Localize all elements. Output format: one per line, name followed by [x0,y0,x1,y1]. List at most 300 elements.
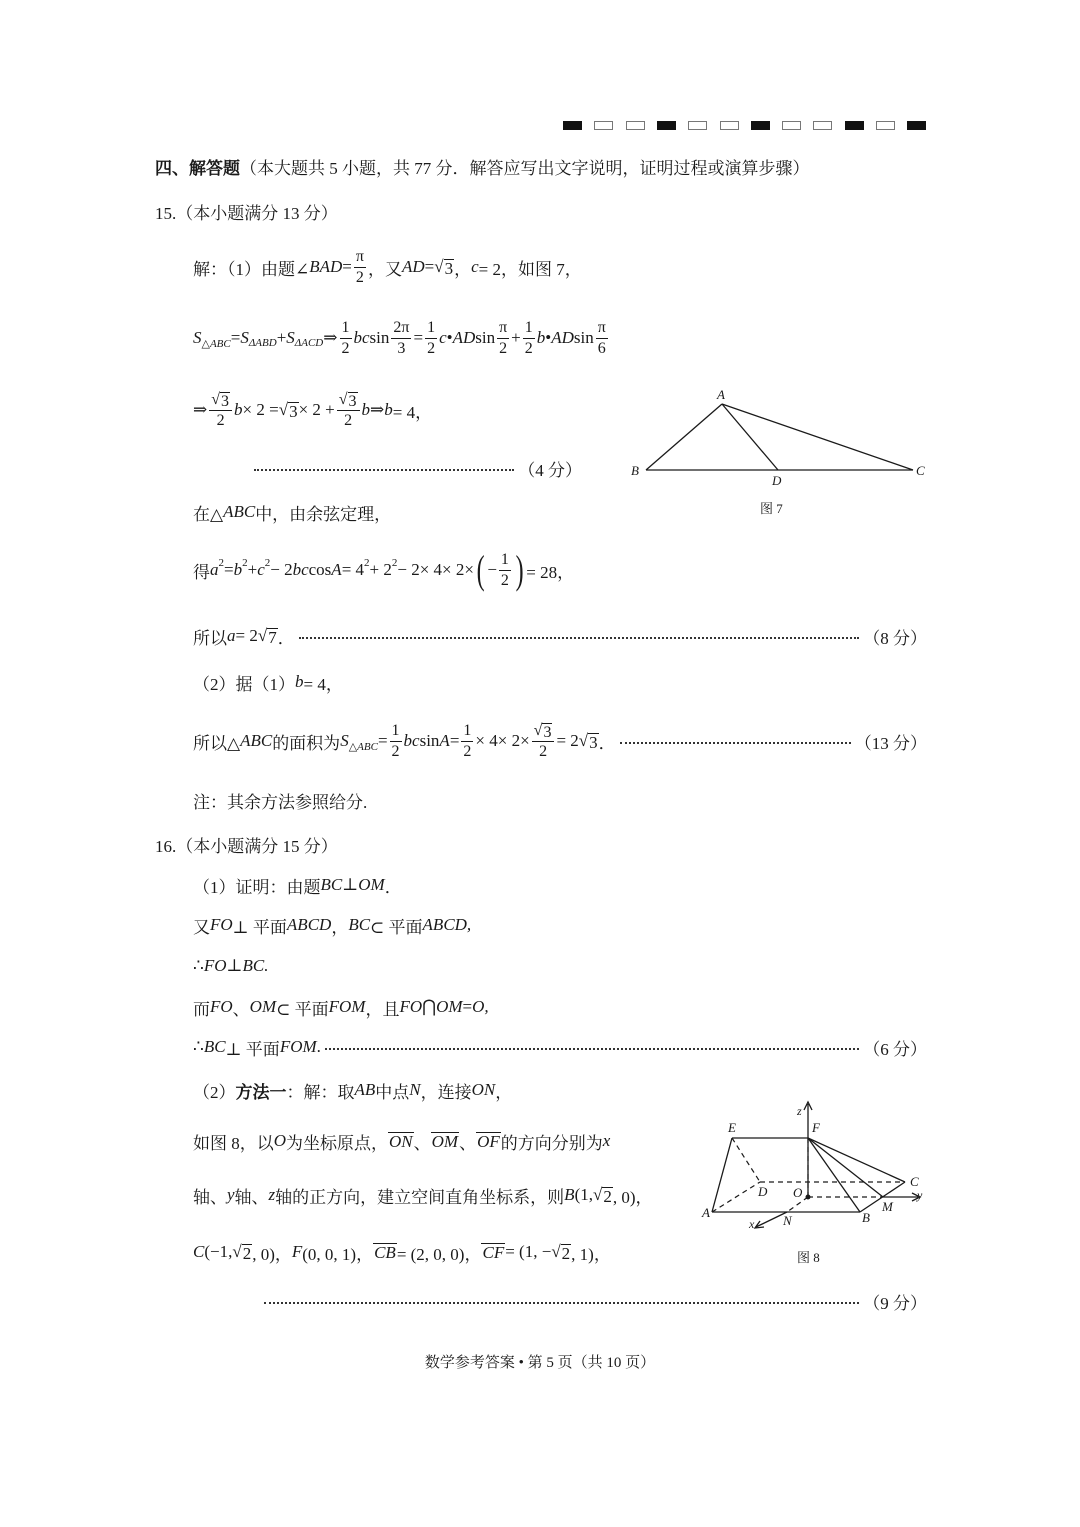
math-variable: O, [472,997,489,1016]
math-variable: B [564,1185,575,1204]
q16-line [193,1027,927,1067]
text: 2π [393,318,410,336]
text: 轴、 [234,1187,269,1207]
square-root [534,721,553,741]
fraction [391,318,411,359]
math-variable: z [268,1185,276,1204]
superscript: 2 [264,557,271,569]
filled-marker [845,121,864,130]
label-y: y [917,1188,923,1202]
denominator [354,268,366,288]
text: 的面积为 [272,733,341,753]
text: (−1, [204,1242,233,1261]
x-arrow-icon [755,1221,764,1228]
text: 1 [391,721,400,739]
numerator [354,247,366,268]
square-root [434,257,454,277]
text: （1）证明：由题 [193,877,321,897]
text: = 2 [556,731,579,750]
math-variable: b [233,560,243,579]
math-variable: ABC [240,731,273,750]
text: 2 [463,742,472,760]
text: + [511,328,521,347]
text: 中，由余弦定理， [255,504,392,524]
q16-line [193,905,471,945]
radicand: 3 [444,259,454,278]
square-root [211,390,230,410]
text: = [224,560,234,579]
radical-sign: √ [434,257,444,276]
text: （本大题共 5 小题，共 77 分．解答应写出文字说明，证明过程或演算步骤） [240,158,810,178]
math-variable: c [471,257,479,276]
score-label: （6 分） [863,1039,927,1059]
label-x: x [749,1217,755,1231]
text: 2 [355,268,364,286]
label-z: z [797,1104,802,1118]
math-variable: y [227,1185,235,1204]
text: 2 [539,742,548,760]
math-variable: x [602,1131,611,1150]
radicand: 3 [289,402,298,421]
text: 1 [463,721,472,739]
label-d: D [772,473,782,488]
label-c: C [910,1174,919,1189]
math-variable: FO [210,915,233,934]
text: 轴、 [193,1187,227,1207]
figure-8-caption: 图 8 [797,1250,820,1265]
label-a: A [702,1205,710,1220]
edge-fm [808,1138,883,1197]
radical-sign: √ [211,390,221,408]
text: 、 [459,1133,477,1153]
math-variable: AD [551,328,574,347]
text: ⊥ [226,956,243,975]
superscript: 2 [242,557,248,569]
text: ∴ [193,1037,204,1056]
score-label: （9 分） [863,1293,927,1313]
text: 中点 [375,1082,410,1102]
math-variable: ABC [223,502,256,521]
denominator [215,411,227,431]
text: − [487,560,497,579]
label-m: M [882,1199,893,1214]
text: = [449,731,460,750]
numerator [425,318,437,339]
text: ⊥ 平面 [232,917,287,937]
square-root [232,1242,252,1262]
edge-fc [808,1138,905,1182]
z-arrow-icon [804,1102,812,1110]
text: 1 [341,318,350,336]
math-variable: bc [292,560,309,579]
denominator [342,411,354,431]
text: 所以△ [193,733,241,753]
text: sin [573,328,594,347]
edge-ad [722,404,778,470]
denominator [390,742,402,762]
fraction [425,318,437,359]
denominator [425,339,437,359]
denominator [340,339,352,359]
vector: CB [374,1243,396,1262]
math-variable: ABCD [286,915,332,934]
right-paren: ) [515,547,524,592]
text: 2 [499,339,508,357]
q15-line [193,547,575,592]
text: 轴的正方向，建立空间直角坐标系，则 [275,1187,565,1207]
text: 又 [193,917,210,937]
text: (0, 0, 1)， [302,1244,374,1264]
numerator [532,721,555,742]
empty-marker [876,121,895,130]
figure-7-caption: 图 7 [760,501,783,516]
label-f: F [812,1120,820,1135]
text: = [424,257,435,276]
text: π [597,318,606,336]
numerator [340,318,352,339]
math-variable: b [295,672,304,691]
math-variable: bc [353,328,370,347]
radical-sign: √ [551,1242,561,1261]
square-root [279,400,299,420]
text: + 2 [369,560,392,579]
text: 2 [500,571,509,589]
text: = 4， [303,674,343,694]
square-root [339,390,358,410]
score-label: （13 分） [854,733,927,753]
fraction [390,721,402,762]
math-variable: AD [401,257,425,276]
edge-ad [712,1182,760,1212]
empty-marker [626,121,645,130]
q15-line [193,247,582,287]
page-footer: 数学参考答案 • 第 5 页（共 10 页） [424,1355,656,1371]
math-variable: FOM [328,997,366,1016]
math-variable: O [273,1131,287,1150]
radical-sign: √ [533,721,543,739]
score-label: （4 分） [518,460,582,480]
vector: OM [431,1132,459,1151]
filled-marker [563,121,582,130]
math-variable: S [193,328,202,347]
text: − 2× 4× 2× [397,560,474,579]
radical-sign: √ [232,1242,242,1261]
denominator [395,339,407,359]
subscript: △ABC [348,740,378,753]
text: 15.（本小题满分 13 分） [155,203,338,223]
dotted-leader [299,637,860,639]
radicand: 3 [589,733,598,752]
math-variable: BC [203,1037,226,1056]
text: = 2 [235,626,258,645]
q16-line [193,1121,610,1161]
section-heading [155,146,810,186]
q16-line [193,946,268,986]
text: = (1, − [505,1242,552,1261]
text: 1 [524,318,533,336]
text: ⇒ [370,400,385,419]
subscript: ΔABD [248,337,277,349]
text: cos [308,560,332,579]
edge-fb [808,1138,860,1212]
q16-line [193,1070,512,1110]
text: 为坐标原点， [286,1133,389,1153]
math-variable: bc [403,731,420,750]
text: ， [331,917,349,937]
text: ， [454,259,472,279]
text: ⇒ [323,328,338,347]
fraction [340,318,352,359]
text: π [355,247,364,265]
radicand: 2 [242,1244,252,1263]
numerator [391,318,411,339]
text: ⊂ 平面 [370,917,423,937]
math-variable: A [439,731,450,750]
text: ，连接 [420,1082,472,1102]
text: ． [277,628,295,648]
subscript: △ABC [201,337,231,350]
math-variable: BC [348,915,371,934]
text: , 0)， [612,1187,653,1207]
math-variable: S [240,328,249,347]
q16-line [193,987,489,1027]
text: , 1)， [571,1244,611,1264]
text: 2 [524,339,533,357]
square-root [579,731,599,751]
text: = [230,328,241,347]
text: 、 [232,999,250,1019]
math-variable: S [340,731,349,750]
text: ． [384,877,402,897]
math-variable: a [210,560,219,579]
vector: OF [477,1132,500,1151]
q15-line [193,662,343,702]
text: − 2 [270,560,293,579]
label-d: D [758,1184,768,1199]
empty-marker [813,121,832,130]
text: ⊂ 平面 [276,999,329,1019]
text: = [413,328,424,347]
text: × 2 + [298,400,335,419]
math-variable: b [384,400,393,419]
text: , 0)， [252,1244,292,1264]
fraction [354,247,366,288]
text: = 4 [341,560,365,579]
text: . [316,1037,321,1056]
denominator [537,742,549,762]
q15-line [193,318,610,358]
text: 6 [597,339,606,357]
vector: ON [389,1132,413,1151]
math-variable: N [409,1080,421,1099]
q16-line [193,1232,611,1272]
q15-title [155,191,338,231]
filled-marker [657,121,676,130]
text: × 2 = [242,400,279,419]
text: ，且 [365,999,400,1019]
text: ． [598,733,616,753]
text: + [276,328,287,347]
text: 而 [193,999,210,1019]
empty-marker [720,121,739,130]
edge-ea [712,1138,732,1212]
label-n: N [783,1213,792,1228]
radicand: 3 [543,723,552,741]
text: ， [495,1082,513,1102]
text: 的方向分别为 [500,1133,603,1153]
text: ⊥ 平面 [225,1039,280,1059]
square-root [258,626,278,646]
radical-sign: √ [278,400,289,419]
score-label: （8 分） [863,628,927,648]
math-variable: FOM [279,1037,317,1056]
text: ：解：取 [286,1082,355,1102]
radical-sign: √ [257,626,268,645]
text: 所以 [193,628,227,648]
bold-text: 方法一 [235,1082,287,1102]
numerator [499,550,511,571]
fraction [497,318,509,359]
text: = [342,257,352,276]
radicand: 7 [268,628,277,647]
math-variable: BAD [309,257,343,276]
label-e: E [728,1120,736,1135]
parenthesis-group [474,547,526,592]
fraction [209,390,232,431]
text: 1 [427,318,436,336]
score-leader [260,1281,927,1321]
math-variable: AD [452,328,476,347]
subscript: ΔACD [294,337,324,349]
radical-sign: √ [338,390,348,408]
text: ⇒ [193,400,208,419]
q15-note [193,780,367,820]
math-variable: b [361,400,371,419]
math-variable: C [193,1242,205,1261]
numerator [209,390,232,411]
radicand: 2 [603,1187,612,1206]
math-variable: FO [210,997,233,1016]
math-variable: c [257,560,265,579]
label-b: B [862,1210,870,1225]
text: • [545,328,552,347]
label-c: C [916,463,925,478]
bold-text: 四、解答题 [155,158,240,178]
text: = (2, 0, 0)， [396,1244,482,1264]
text: × 4× 2× [475,731,530,750]
square-root [551,1242,571,1262]
text: 2 [344,411,353,429]
dotted-leader [264,1302,859,1304]
text: 如图 8，以 [193,1133,274,1153]
dotted-leader [620,742,851,744]
math-variable: FO [399,997,423,1016]
text: π [499,318,508,336]
text: 解：（1）由题∠ [193,259,310,279]
text: 2 [391,742,400,760]
text: 注：其余方法参照给分. [193,792,368,812]
filled-marker [751,121,770,130]
vector: CF [482,1243,505,1262]
numerator [596,318,608,339]
dotted-leader [254,469,514,471]
text: (1, [574,1185,593,1204]
text: （2） [193,1082,236,1102]
math-variable: a [227,626,236,645]
text: = [377,731,388,750]
dotted-leader [325,1048,859,1050]
q15-line [193,492,391,532]
math-variable: ABCD, [422,915,472,934]
text: = 2，如图 7， [478,259,582,279]
square-root [593,1185,613,1205]
edge-ab [646,404,722,470]
label-b: B [631,463,639,478]
text: ∴ [193,956,204,975]
text: 2 [216,411,225,429]
origin-point [806,1195,811,1200]
text: + [247,560,258,579]
fraction [523,318,535,359]
numerator [390,721,402,742]
radical-sign: √ [578,731,589,750]
denominator [523,339,535,359]
fraction [596,318,608,359]
math-variable: F [291,1242,303,1261]
numerator [497,318,509,339]
math-variable: OM [436,997,463,1016]
page-markers [563,121,927,131]
text: （2）据（1） [193,674,295,694]
left-paren: ( [476,547,485,592]
q16-line [193,1175,653,1215]
edge-ed [732,1138,760,1182]
q15-line [193,616,927,656]
text: = 28， [526,562,575,582]
superscript: 2 [218,557,224,569]
text: 在△ [193,504,224,524]
numerator [523,318,535,339]
label-o: O [793,1185,803,1200]
numerator [461,721,473,742]
empty-marker [688,121,707,130]
radical-sign: √ [592,1185,603,1204]
text: = [462,997,473,1016]
math-variable: AB [354,1080,376,1099]
q15-line [193,390,432,430]
text: 、 [413,1133,431,1153]
empty-marker [782,121,801,130]
fraction [461,721,473,762]
math-variable: b [234,400,243,419]
math-variable: b [536,328,546,347]
text: ，又 [367,259,402,279]
filled-marker [907,121,926,130]
superscript: 2 [364,557,370,569]
superscript: 2 [391,557,398,569]
text: sin [475,328,496,347]
text: ⋂ [422,997,437,1016]
text: sin [419,731,440,750]
text: 3 [397,339,406,357]
math-variable: c [439,328,447,347]
text: sin [369,328,390,347]
q16-line [193,865,402,905]
text: 2 [341,339,350,357]
math-variable: OM [249,997,277,1016]
q15-line [193,721,927,761]
text: 16.（本小题满分 15 分） [155,836,338,856]
